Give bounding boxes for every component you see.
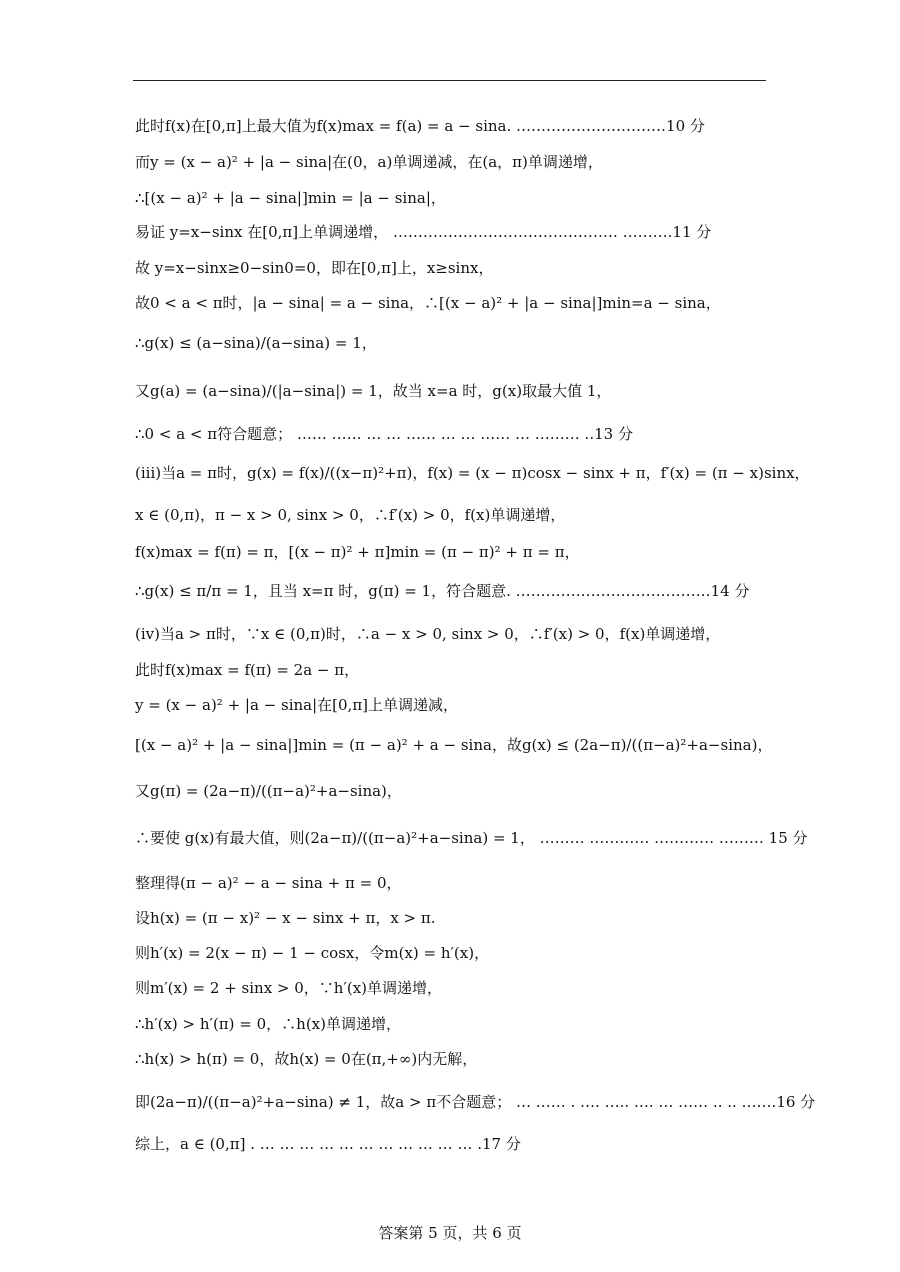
text-line: 又g(π) = (2a−π)/((π−a)²+a−sina)， — [135, 782, 402, 800]
text-line: 故 y=x−sinx≥0−sin0=0，即在[0,π]上，x≥sinx， — [135, 259, 494, 277]
text-line: ∴要使 g(x)有最大值，则(2a−π)/((π−a)²+a−sina) = 1， ……… ………… ………… ……… 15 分 — [135, 829, 808, 847]
text-line: 此时f(x)在[0,π]上最大值为f(x)max = f(a) = a − sina. …………………………10 分 — [135, 117, 705, 135]
text-line: 即(2a−π)/((π−a)²+a−sina) ≠ 1，故a > π不合题意； … …… . …. ….. …. … …… .. .. …….16 分 — [135, 1093, 816, 1111]
text-line: f(x)max = f(π) = π，[(x − π)² + π]min = (π − π)² + π = π， — [135, 543, 580, 561]
text-line: 故0 < a < π时，|a − sina| = a − sina，∴[(x − a)² + |a − sina|]min=a − sina， — [135, 294, 721, 312]
text-line: y = (x − a)² + |a − sina|在[0,π]上单调递减， — [135, 696, 459, 714]
text-line: ∴0 < a < π符合题意； …… …… … … …… … … …… … ……… ..13 分 — [135, 425, 633, 443]
text-line: (iv)当a > π时，∵x ∈ (0,π)时，∴a − x > 0, sinx > 0，∴f′(x) > 0，f(x)单调递增， — [135, 625, 721, 643]
text-line: ∴g(x) ≤ π/π = 1，且当 x=π 时，g(π) = 1，符合题意. …………………………………14 分 — [135, 582, 750, 600]
text-line: 而y = (x − a)² + |a − sina|在(0，a)单调递减，在(a，π)单调递增， — [135, 153, 603, 171]
page-footer: 答案第 5 页，共 6 页 — [378, 1224, 522, 1242]
text-line: ∴h(x) > h(π) = 0，故h(x) = 0在(π,+∞)内无解， — [135, 1050, 478, 1068]
text-line: ∴g(x) ≤ (a−sina)/(a−sina) = 1， — [135, 334, 377, 352]
text-line: x ∈ (0,π)，π − x > 0, sinx > 0，∴f′(x) > 0，f(x)单调递增， — [135, 506, 566, 524]
text-line: 则m′(x) = 2 + sinx > 0，∵h′(x)单调递增， — [135, 979, 443, 997]
header-rule — [133, 80, 766, 81]
text-line: (iii)当a = π时，g(x) = f(x)/((x−π)²+π)，f(x) = (x − π)cosx − sinx + π，f′(x) = (π − x)sinx， — [135, 464, 810, 482]
text-line: ∴h′(x) > h′(π) = 0，∴h(x)单调递增， — [135, 1015, 401, 1033]
text-line: 易证 y=x−sinx 在[0,π]上单调递增， ……………………………………… ……….11 分 — [135, 223, 712, 241]
text-line: ∴[(x − a)² + |a − sina|]min = |a − sina|， — [135, 189, 446, 207]
text-line: 此时f(x)max = f(π) = 2a − π， — [135, 661, 360, 679]
text-line: 设h(x) = (π − x)² − x − sinx + π，x > π. — [135, 909, 436, 927]
text-line: [(x − a)² + |a − sina|]min = (π − a)² + a − sina，故g(x) ≤ (2a−π)/((π−a)²+a−sina)， — [135, 736, 773, 754]
text-line: 又g(a) = (a−sina)/(|a−sina|) = 1，故当 x=a 时，g(x)取最大值 1， — [135, 382, 612, 400]
text-line: 整理得(π − a)² − a − sina + π = 0， — [135, 874, 402, 892]
text-line: 综上，a ∈ (0,π] . … … … … … … … … … … … .17 分 — [135, 1135, 521, 1153]
text-line: 则h′(x) = 2(x − π) − 1 − cosx，令m(x) = h′(x)， — [135, 944, 490, 962]
